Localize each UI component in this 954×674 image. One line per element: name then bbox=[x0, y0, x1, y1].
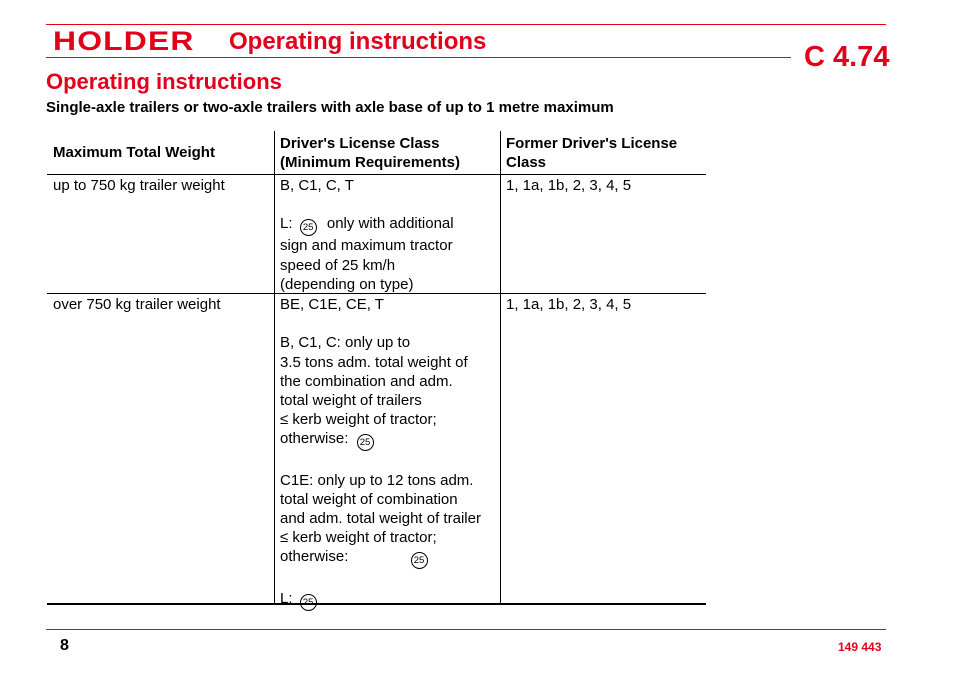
circled-25-icon: 25 bbox=[300, 594, 317, 611]
row2-license-cell bbox=[280, 295, 481, 611]
row2-p1-line4: total weight of trailers bbox=[280, 392, 422, 409]
row2-p1-otherwise: otherwise: bbox=[280, 430, 349, 448]
row2-p3-prefix: L: bbox=[280, 589, 293, 607]
holder-logo: HOLDER bbox=[53, 26, 195, 56]
column-header-former-line1: Former Driver's License bbox=[506, 135, 678, 152]
header-bottom-rule bbox=[46, 57, 791, 58]
row2-p1-line2: 3.5 tons adm. total weight of bbox=[280, 353, 468, 371]
row1-note-line2: sign and maximum tractor bbox=[280, 237, 453, 255]
column-header-license-line1: Driver's License Class bbox=[280, 135, 440, 152]
row1-note-line4: (depending on type) bbox=[280, 275, 414, 293]
table-header-rule bbox=[47, 174, 706, 175]
row2-p2-line2: total weight of combination bbox=[280, 490, 458, 508]
column-header-former-line2: Class bbox=[506, 154, 547, 172]
row2-weight: over 750 kg trailer weight bbox=[53, 296, 221, 313]
row2-p1-line5: ≤ kerb weight of tractor; bbox=[280, 411, 437, 429]
section-code: C 4.74 bbox=[804, 41, 890, 73]
row2-p1-line1: B, C1, C: only up to bbox=[280, 334, 411, 352]
row1-license-cell bbox=[280, 176, 454, 294]
row2-p3-line1 bbox=[280, 589, 481, 611]
row2-p2-line1: C1E: only up to 12 tons adm. bbox=[280, 471, 474, 489]
document-number: 149 443 bbox=[838, 640, 882, 654]
row1-classes: B, C1, C, T bbox=[280, 177, 354, 194]
header-top-rule bbox=[46, 24, 886, 25]
row2-p1-line6 bbox=[280, 429, 481, 451]
column-header-license-class bbox=[280, 134, 460, 172]
circled-25-icon: 25 bbox=[411, 552, 428, 569]
page-title: Operating instructions bbox=[46, 69, 282, 94]
page-number: 8 bbox=[60, 637, 69, 654]
column-header-license-line2: (Minimum Requirements) bbox=[280, 154, 461, 172]
circled-25-icon: 25 bbox=[357, 434, 374, 451]
row2-p2-otherwise: otherwise: bbox=[280, 548, 349, 566]
row1-note-line1 bbox=[280, 214, 454, 236]
table-divider-1 bbox=[274, 131, 275, 604]
footer-rule bbox=[46, 629, 886, 630]
row1-former: 1, 1a, 1b, 2, 3, 4, 5 bbox=[506, 177, 632, 194]
row2-p2-line4: ≤ kerb weight of tractor; bbox=[280, 529, 437, 547]
column-header-former-class bbox=[506, 134, 677, 172]
circled-25-icon: 25 bbox=[300, 219, 317, 236]
row1-note-text: only with additional bbox=[326, 215, 454, 233]
row2-former: 1, 1a, 1b, 2, 3, 4, 5 bbox=[506, 296, 632, 313]
header-title: Operating instructions bbox=[229, 28, 487, 55]
row2-p2-line3: and adm. total weight of trailer bbox=[280, 510, 481, 527]
column-header-weight: Maximum Total Weight bbox=[53, 144, 215, 161]
table-divider-2 bbox=[500, 131, 501, 604]
page-subtitle: Single-axle trailers or two-axle trailers with axle base of up to 1 metre maximum bbox=[46, 99, 614, 116]
row2-classes: BE, C1E, CE, T bbox=[280, 296, 384, 313]
row1-note-line3: speed of 25 km/h bbox=[280, 256, 396, 274]
row1-weight: up to 750 kg trailer weight bbox=[53, 177, 225, 194]
row2-p1-line3: the combination and adm. bbox=[280, 372, 453, 390]
row1-note-prefix: L: bbox=[280, 215, 293, 233]
row2-p2-line5 bbox=[280, 547, 481, 569]
